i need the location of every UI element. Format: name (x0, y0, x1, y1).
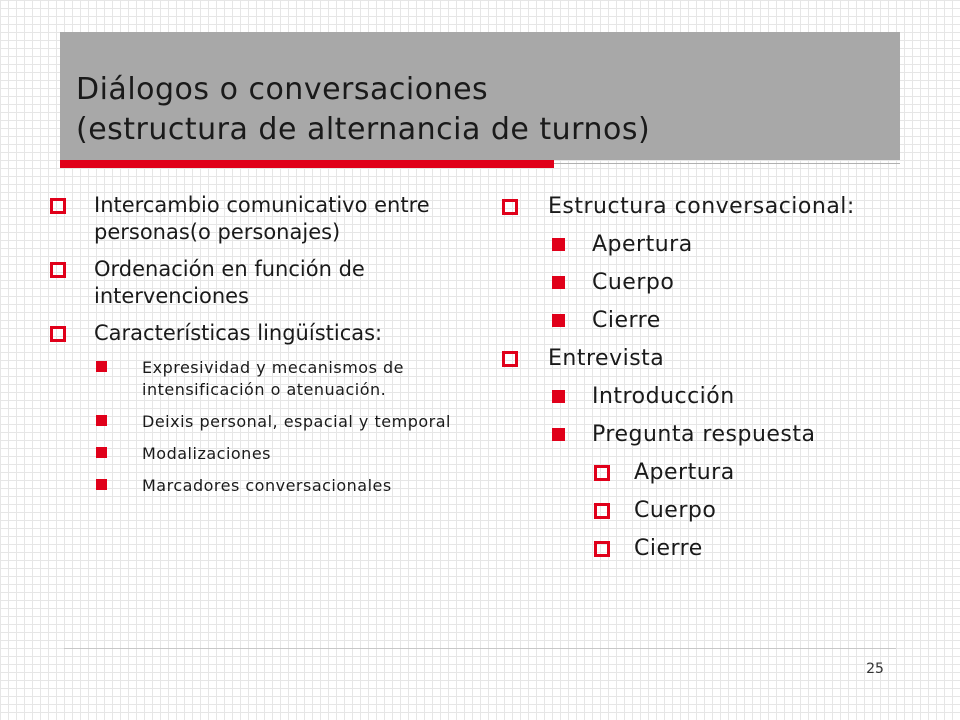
list-item (500, 268, 900, 298)
list-item (500, 420, 900, 450)
list-item (500, 458, 900, 488)
list-item (96, 411, 468, 433)
list-item (48, 256, 468, 310)
bullet-text: Modalizaciones (142, 444, 271, 463)
footer-divider (64, 648, 896, 649)
hollow-square-icon (502, 351, 518, 367)
list-item (500, 306, 900, 336)
bullet-text: Cuerpo (634, 498, 717, 523)
bullet-text: Estructura conversacional: (548, 194, 855, 219)
hollow-square-icon (50, 198, 66, 214)
bullet-text: Expresividad y mecanismos de intensificación o atenuación. (142, 358, 405, 399)
title-underline-thin (554, 163, 900, 164)
hollow-square-icon (594, 503, 610, 519)
list-item (96, 443, 468, 465)
filled-square-icon (96, 479, 107, 490)
bullet-text: Cierre (634, 536, 703, 561)
bullet-text: Cuerpo (592, 270, 675, 295)
bullet-text: Apertura (634, 460, 735, 485)
list-item (500, 344, 900, 374)
list-item (48, 192, 468, 246)
slide-title-line-1: Diálogos o conversaciones (76, 72, 489, 107)
bullet-text: Características lingüísticas: (94, 321, 383, 345)
bullet-text: Cierre (592, 308, 661, 333)
filled-square-icon (552, 276, 565, 289)
bullet-text: Ordenación en función de intervenciones (94, 257, 365, 308)
hollow-square-icon (594, 465, 610, 481)
bullet-text: Intercambio comunicativo entre personas(o personajes) (94, 193, 430, 244)
filled-square-icon (96, 415, 107, 426)
filled-square-icon (96, 361, 107, 372)
bullet-text: Pregunta respuesta (592, 422, 816, 447)
left-bullet-list (48, 192, 468, 507)
slide-title-line-2: (estructura de alternancia de turnos) (76, 112, 651, 147)
filled-square-icon (552, 314, 565, 327)
slide-title (76, 70, 650, 150)
title-bar (60, 32, 900, 160)
hollow-square-icon (50, 262, 66, 278)
hollow-square-icon (50, 326, 66, 342)
list-item (96, 357, 468, 401)
hollow-square-icon (594, 541, 610, 557)
bullet-text: Deixis personal, espacial y temporal (142, 412, 451, 431)
bullet-text: Introducción (592, 384, 735, 409)
list-item (500, 496, 900, 526)
title-underline-accent (60, 160, 554, 168)
filled-square-icon (96, 447, 107, 458)
hollow-square-icon (502, 199, 518, 215)
list-item (48, 320, 468, 347)
filled-square-icon (552, 238, 565, 251)
right-bullet-list (500, 192, 900, 572)
bullet-text: Marcadores conversacionales (142, 476, 392, 495)
list-item (500, 534, 900, 564)
list-item (500, 192, 900, 222)
list-item (500, 230, 900, 260)
page-number: 25 (866, 661, 884, 677)
filled-square-icon (552, 428, 565, 441)
bullet-text: Entrevista (548, 346, 665, 371)
list-item (96, 475, 468, 497)
list-item (500, 382, 900, 412)
bullet-text: Apertura (592, 232, 693, 257)
filled-square-icon (552, 390, 565, 403)
